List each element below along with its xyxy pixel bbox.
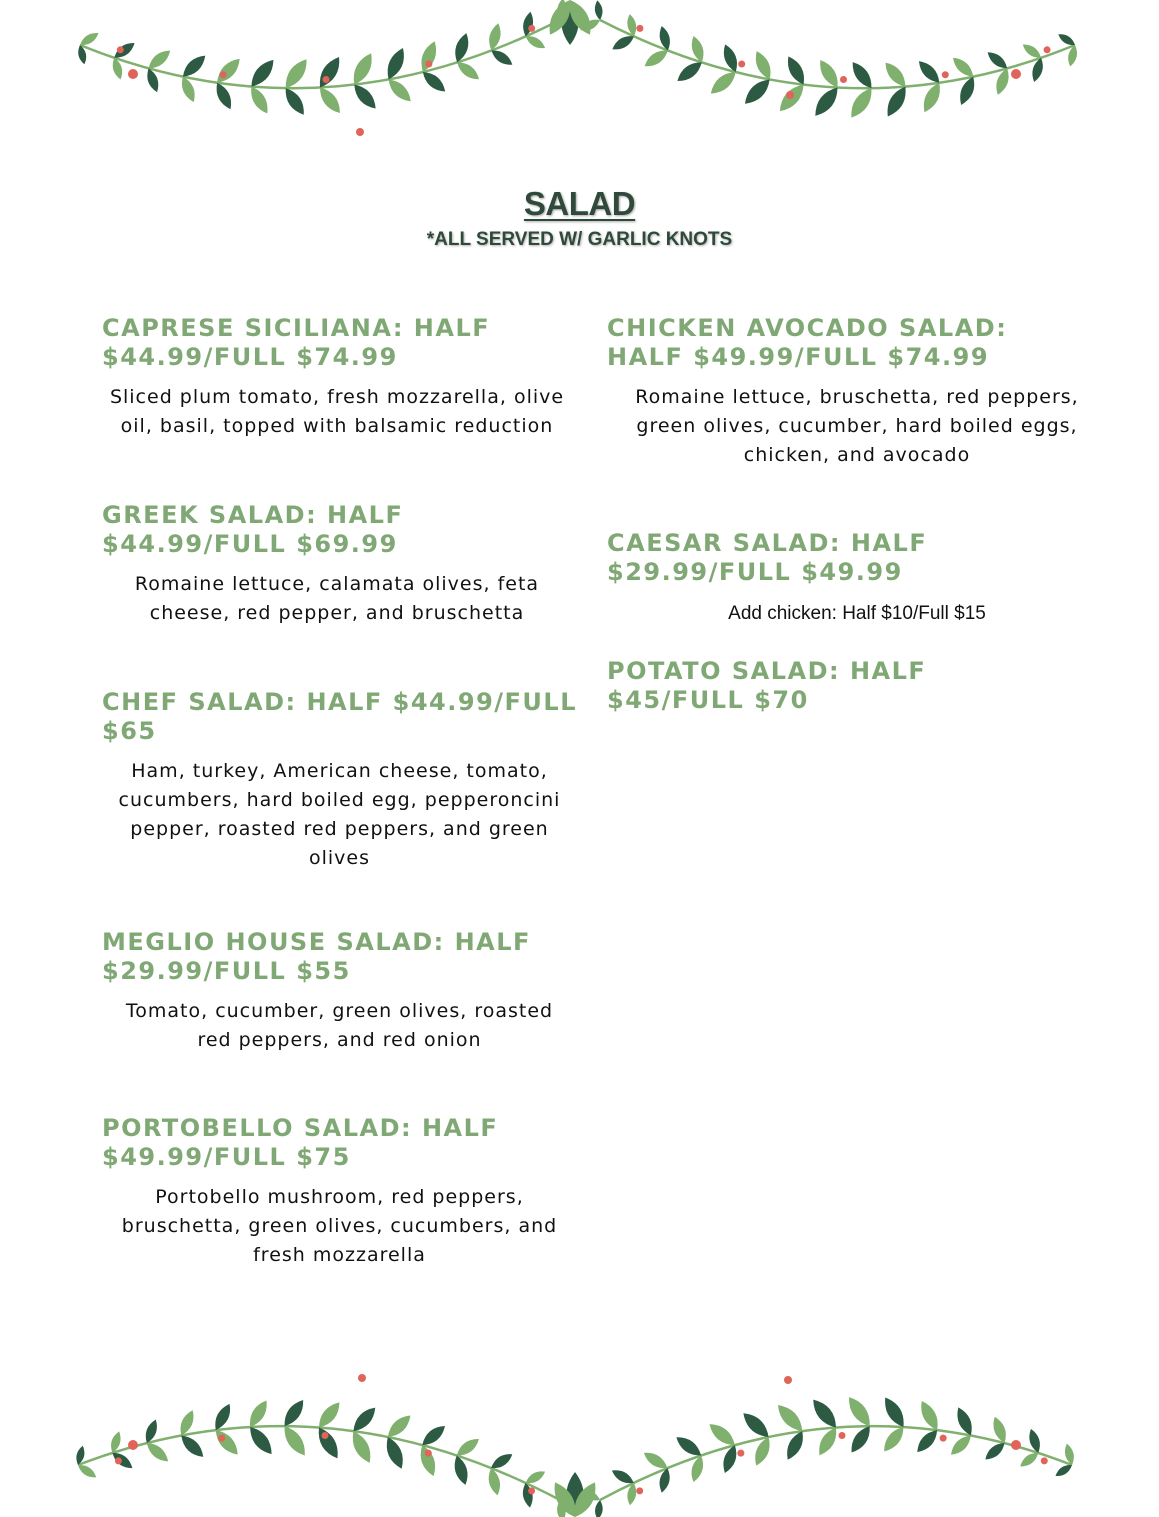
garland-top-decoration — [0, 0, 1159, 160]
leaf-icon — [740, 75, 774, 109]
menu-item-chicken-avocado-salad — [607, 314, 1107, 470]
berry-icon — [425, 61, 432, 68]
berry-icon — [528, 1487, 535, 1494]
menu-item-caprese-siciliana — [102, 314, 582, 441]
berry-icon — [839, 1432, 846, 1439]
berry-icon — [636, 25, 643, 32]
item-description: Portobello mushroom, red peppers, bruschetta, green olives, cucumbers, and fresh mozzarella — [121, 1186, 558, 1266]
leaf-icon — [913, 1426, 941, 1456]
menu-item-portobello-salad — [102, 1114, 582, 1270]
item-name: CHEF SALAD: HALF $44.99/FULL $65 — [102, 688, 577, 745]
berry-icon — [528, 25, 535, 32]
item-name: CAPRESE SICILIANA: HALF $44.99/FULL $74.99 — [102, 314, 491, 371]
leaf-icon — [384, 75, 414, 105]
garland-bottom-decoration — [0, 1360, 1159, 1517]
menu-item-greek-salad — [102, 501, 582, 628]
berry-icon — [1011, 69, 1021, 79]
berry-icon — [356, 128, 364, 136]
item-note: Add chicken: Half $10/Full $15 — [728, 603, 986, 624]
berry-icon — [786, 91, 794, 99]
item-description: Tomato, cucumber, green olives, roasted red peppers, and red onion — [125, 1000, 554, 1051]
leaf-icon — [594, 1500, 604, 1517]
berry-icon — [1044, 46, 1051, 53]
item-name: PORTOBELLO SALAD: HALF $49.99/FULL $75 — [102, 1114, 499, 1171]
leaf-icon — [177, 1431, 207, 1461]
item-name: POTATO SALAD: HALF $45/FULL $70 — [607, 657, 927, 714]
item-description: Romaine lettuce, bruschetta, red peppers, green olives, cucumber, hard boiled eggs, chicken, and avocado — [635, 386, 1079, 466]
item-name: CHICKEN AVOCADO SALAD: HALF $49.99/FULL $74.99 — [607, 314, 1008, 371]
item-name: MEGLIO HOUSE SALAD: HALF $29.99/FULL $55 — [102, 928, 531, 985]
berry-icon — [323, 76, 330, 83]
berry-icon — [784, 1376, 792, 1384]
leaf-icon — [915, 57, 944, 86]
menu-item-potato-salad — [607, 657, 1107, 715]
item-name: CAESAR SALAD: HALF $29.99/FULL $49.99 — [607, 529, 928, 586]
berry-icon — [358, 1374, 366, 1382]
leaf-icon — [213, 54, 245, 87]
leaf-icon — [349, 1403, 380, 1435]
berry-icon — [636, 1487, 643, 1494]
leaf-icon — [947, 1432, 974, 1459]
menu-subtitle: *ALL SERVED W/ GARLIC KNOTS — [426, 229, 733, 250]
item-description: Sliced plum tomato, fresh mozzarella, olive oil, basil, topped with balsamic reduction — [109, 386, 565, 437]
berry-icon — [128, 69, 138, 79]
menu-header — [0, 185, 1159, 251]
leaf-icon — [281, 85, 309, 118]
berry-icon — [1041, 1457, 1048, 1464]
leaf-icon — [280, 1396, 309, 1429]
berry-icon — [940, 1435, 947, 1442]
berry-icon — [117, 46, 124, 53]
leaf-icon — [848, 59, 877, 92]
leaf-icon — [594, 0, 604, 21]
item-description: Ham, turkey, American cheese, tomato, cucumbers, hard boiled egg, pepperoncini pepper, roasted red peppers, and green olives — [118, 760, 561, 869]
berry-icon — [1011, 1440, 1021, 1450]
menu-item-caesar-salad — [607, 529, 1107, 627]
berry-icon — [220, 71, 227, 78]
menu-item-chef-salad — [102, 688, 582, 873]
item-description: Romaine lettuce, calamata olives, feta cheese, red pepper, and bruschetta — [134, 573, 540, 624]
berry-icon — [425, 1450, 432, 1457]
berry-icon — [840, 76, 847, 83]
leaf-icon — [846, 84, 877, 121]
leaf-icon — [773, 1400, 807, 1435]
menu-item-meglio-house-salad — [102, 928, 582, 1055]
berry-icon — [218, 1435, 225, 1442]
berry-icon — [322, 1432, 329, 1439]
berry-icon — [737, 1450, 744, 1457]
leaf-icon — [810, 83, 843, 120]
leaf-icon — [844, 1393, 876, 1430]
leaf-icon — [739, 1408, 773, 1441]
leaf-icon — [179, 51, 209, 81]
leaf-icon — [384, 1411, 415, 1441]
berry-icon — [128, 1440, 138, 1450]
menu-title: SALAD — [523, 185, 636, 222]
berry-icon — [115, 1457, 122, 1464]
leaf-icon — [949, 54, 976, 81]
leaf-icon — [280, 55, 312, 92]
item-name: GREEK SALAD: HALF $44.99/FULL $69.99 — [102, 501, 404, 558]
berry-icon — [738, 61, 745, 68]
berry-icon — [942, 71, 949, 78]
